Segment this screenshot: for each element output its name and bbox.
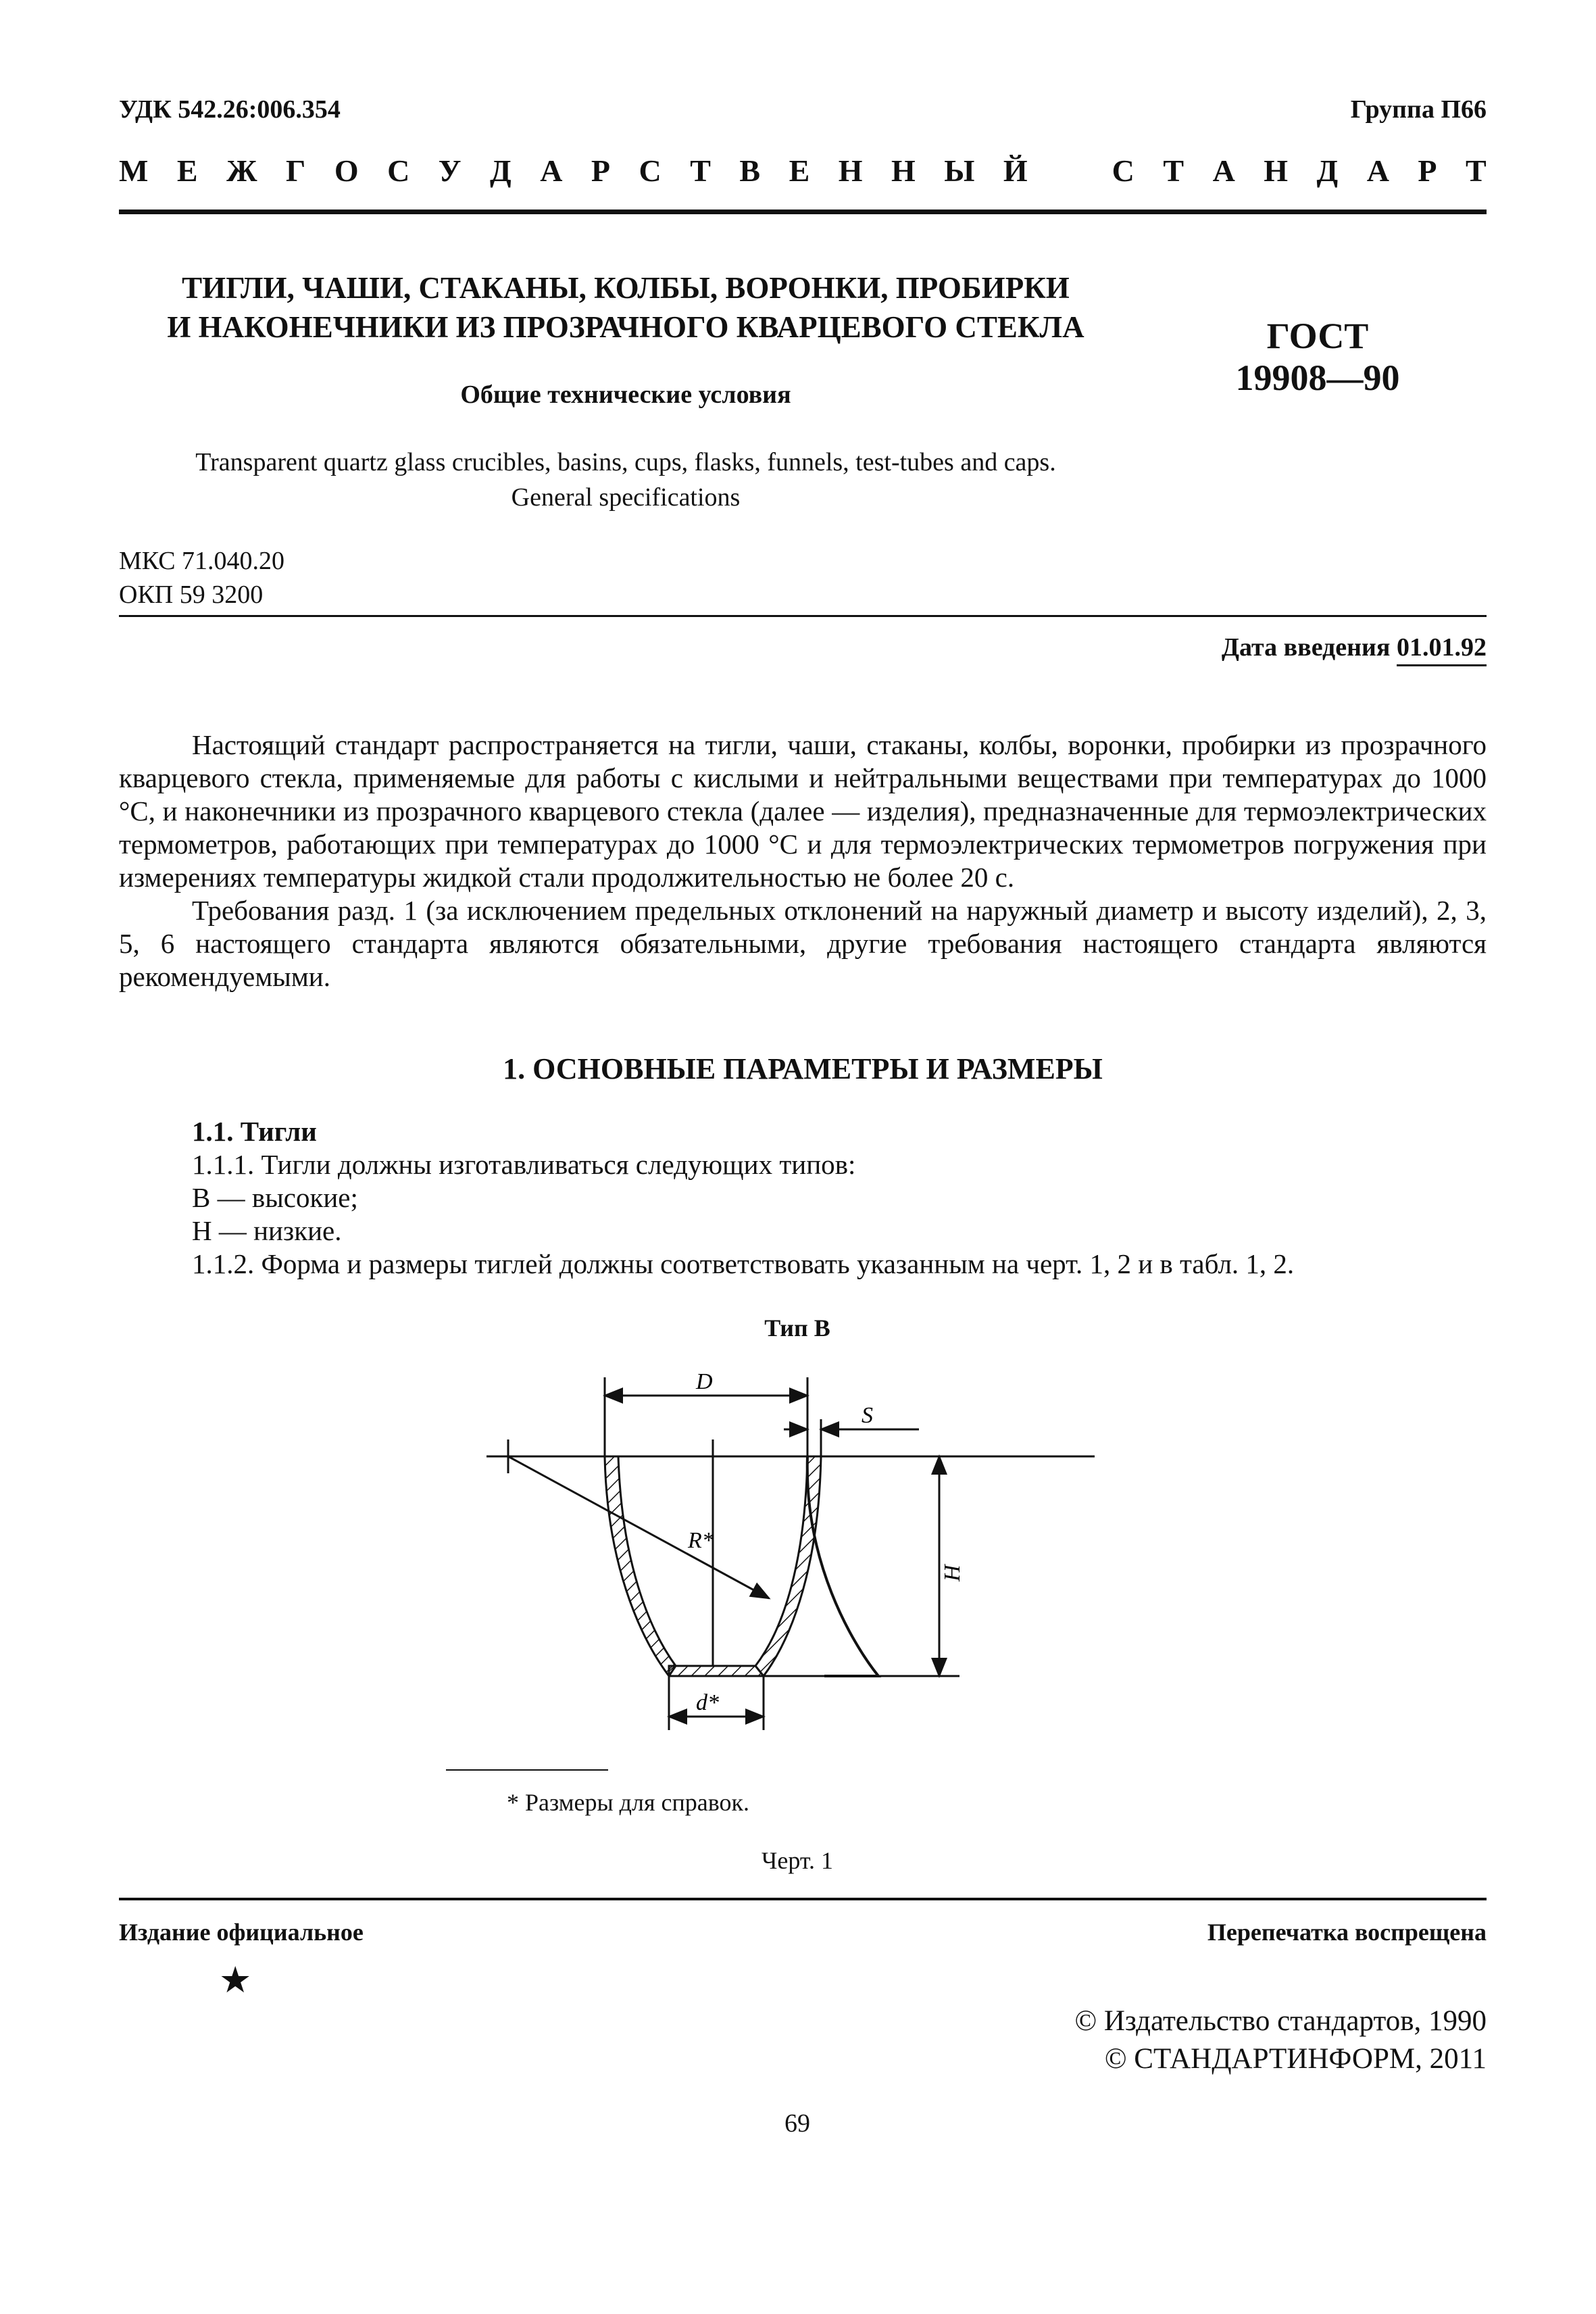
subtitle: Общие технические условия: [460, 380, 791, 409]
type-v: В — высокие;: [192, 1182, 358, 1213]
intro-date: [1222, 633, 1487, 662]
heading-letter: О: [334, 153, 359, 188]
title-line-1: ТИГЛИ, ЧАШИ, СТАКАНЫ, КОЛБЫ, ВОРОНКИ, ПРОБИРКИ: [182, 271, 1070, 305]
heading-letter: С: [639, 153, 662, 188]
heading-letter: Е: [176, 153, 198, 188]
crucible-left-wall: [605, 1456, 676, 1676]
footer-rule: [119, 1898, 1487, 1900]
heading-letter: Г: [286, 153, 306, 188]
heading-letter: Н: [1264, 153, 1289, 188]
heading-letter: Т: [690, 153, 711, 188]
heading-letter: [1056, 153, 1083, 189]
english-title-line-1: Transparent quartz glass crucibles, basins, cups, flasks, funnels, test-tubes and caps.: [195, 448, 1056, 476]
copyright-line-2: © СТАНДАРТИНФОРМ, 2011: [1104, 2043, 1487, 2075]
dim-H-label: H: [940, 1565, 965, 1581]
udk-code: УДК 542.26:006.354: [119, 95, 341, 124]
heading-letter: В: [739, 153, 761, 188]
heading-letter: Р: [591, 153, 611, 188]
heading-letter: С: [387, 153, 410, 188]
okp-code: ОКП 59 3200: [119, 581, 264, 609]
crucible-right-wall: [755, 1456, 821, 1676]
page-number: 69: [784, 2109, 810, 2138]
heading-letter: Н: [838, 153, 863, 188]
heading-letter: Ы: [944, 153, 975, 188]
intro-date-value: 01.01.92: [1397, 633, 1487, 666]
footnote-text: * Размеры для справок.: [507, 1789, 749, 1816]
footnote-rule: [446, 1769, 608, 1771]
mks-code: МКС 71.040.20: [119, 547, 285, 575]
heading-letter: А: [1366, 153, 1389, 188]
heading-letter: Е: [789, 153, 810, 188]
dim-d-label: d*: [696, 1690, 719, 1715]
header-rule: [119, 210, 1487, 214]
star-icon: ★: [219, 1960, 252, 2000]
intro-date-label: Дата введения: [1221, 633, 1391, 662]
subsection-1-1-heading: 1.1. Тигли: [192, 1116, 317, 1147]
heading-letter: Р: [1418, 153, 1437, 188]
figure-caption: Черт. 1: [762, 1847, 833, 1874]
heading-letter: А: [540, 153, 563, 188]
heading-letter: Д: [490, 153, 512, 188]
heading-letter: Й: [1003, 153, 1028, 188]
heading-letter: Д: [1316, 153, 1339, 188]
paragraph-2: Требования разд. 1 (за исключением предельных отклонений на наружный диаметр и высоту изделий), 2, 3, 5, 6 настоящего стандарта являются обязательными, другие требования настоящего стандарта являются рекомендуемыми.: [119, 895, 1487, 992]
figure-type-label: Тип В: [764, 1314, 830, 1341]
crucible-drawing: [473, 1358, 1122, 1791]
codes-rule: [119, 615, 1487, 617]
heading-letter: Ж: [226, 153, 257, 188]
copyright-line-1: © Издательство стандартов, 1990: [1074, 2005, 1487, 2037]
dim-S-label: S: [862, 1403, 873, 1428]
reprint-label: Перепечатка воспрещена: [1207, 1919, 1487, 1946]
heading-letter: Т: [1163, 153, 1184, 188]
heading-letter: С: [1112, 153, 1134, 188]
edition-label: Издание официальное: [119, 1919, 364, 1946]
heading-letter: М: [119, 153, 149, 188]
paragraph-1: Настоящий стандарт распространяется на тигли, чаши, стаканы, колбы, воронки, пробирки из прозрачного кварцевого стекла, применяемые для работы с кислыми и нейтральными веществами при температурах до 1000 °С, и наконечники из прозрачного кварцевого стекла (далее — изделия), предназначенные для термоэлектрических термометров, работающих при температурах до 1000 °С и для термоэлектрических термометров погружения при измерениях температуры жидкой стали продолжительностью не более 20 с.: [119, 729, 1487, 893]
standard-type-heading: [119, 153, 1487, 189]
heading-letter: У: [438, 153, 462, 188]
heading-letter: А: [1212, 153, 1235, 188]
heading-letter: Т: [1466, 153, 1487, 188]
group-code: Группа П66: [1350, 95, 1487, 124]
title-line-2: И НАКОНЕЧНИКИ ИЗ ПРОЗРАЧНОГО КВАРЦЕВОГО СТЕКЛА: [167, 310, 1084, 344]
dim-R-line: [508, 1456, 769, 1598]
item-1-1-1: 1.1.1. Тигли должны изготавливаться следующих типов:: [192, 1149, 856, 1180]
type-n: Н — низкие.: [192, 1215, 342, 1246]
english-title-line-2: General specifications: [511, 483, 741, 512]
dim-R-label: R*: [688, 1528, 714, 1553]
gost-number: 19908—90: [1235, 358, 1400, 398]
section-1-heading: 1. ОСНОВНЫЕ ПАРАМЕТРЫ И РАЗМЕРЫ: [503, 1052, 1103, 1085]
body-text: [119, 729, 1487, 993]
crucible-bottom: [669, 1666, 764, 1676]
gost-label: ГОСТ: [1266, 316, 1369, 356]
heading-letter: Н: [891, 153, 916, 188]
dim-D-label: D: [696, 1369, 713, 1394]
item-1-1-2: 1.1.2. Форма и размеры тиглей должны соответствовать указанным на черт. 1, 2 и в табл. 1, 2.: [192, 1248, 1295, 1279]
